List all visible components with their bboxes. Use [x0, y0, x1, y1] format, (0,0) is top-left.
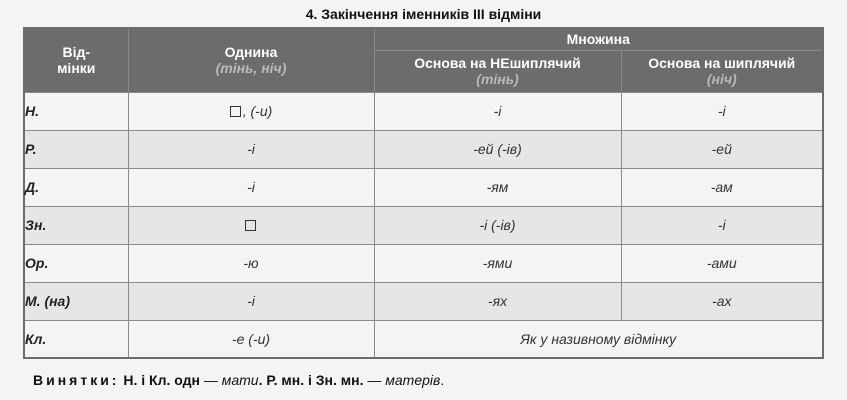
header-singular-example: (тінь, ніч) — [215, 60, 287, 77]
table-row — [24, 206, 823, 244]
header-plural: Множина — [374, 28, 823, 50]
header-plural-sibilant-label: Основа на шиплячий — [648, 55, 796, 71]
singular-locative: -і — [128, 282, 374, 320]
header-plural-nonsibilant — [374, 50, 621, 92]
case-nominative: Н. — [24, 92, 128, 130]
plural-sibilant-instrumental: -ами — [621, 244, 823, 282]
case-instrumental: Ор. — [24, 244, 128, 282]
header-singular — [128, 28, 374, 92]
plural-nonsibilant-locative: -ях — [374, 282, 621, 320]
plural-vocative-merged: Як у називному відмінку — [374, 320, 823, 358]
table-row — [24, 244, 823, 282]
plural-nonsibilant-instrumental: -ями — [374, 244, 621, 282]
zero-ending-icon — [230, 106, 241, 117]
singular-nominative — [128, 92, 374, 130]
case-vocative: Кл. — [24, 320, 128, 358]
table-row — [24, 92, 823, 130]
exceptions-part1: Н. і Кл. одн — [123, 372, 200, 388]
header-case-line1: Від- — [62, 44, 91, 61]
table-row — [24, 320, 823, 358]
plural-nonsibilant-accusative: -і (-ів) — [374, 206, 621, 244]
table-row — [24, 130, 823, 168]
plural-sibilant-nominative: -і — [621, 92, 823, 130]
zero-ending-icon — [245, 220, 256, 231]
header-case — [24, 28, 128, 92]
exceptions-dash1: — — [199, 372, 222, 388]
table-title: 4. Закінчення іменників III відміни — [305, 6, 542, 22]
plural-nonsibilant-nominative: -і — [374, 92, 621, 130]
exceptions-word2: матерів — [385, 372, 441, 388]
singular-vocative: -е (-и) — [128, 320, 374, 358]
singular-genitive: -і — [128, 130, 374, 168]
exceptions-part2: . Р. мн. і Зн. мн. — [258, 372, 364, 388]
singular-dative: -і — [128, 168, 374, 206]
plural-sibilant-dative: -ам — [621, 168, 823, 206]
exceptions-dash2: — — [363, 372, 386, 388]
header-plural-sibilant — [621, 50, 823, 92]
case-locative: М. (на) — [24, 282, 128, 320]
table-row — [24, 282, 823, 320]
plural-sibilant-locative: -ах — [621, 282, 823, 320]
table-row — [24, 168, 823, 206]
header-plural-sibilant-example: (ніч) — [706, 71, 737, 87]
exceptions-note — [33, 372, 444, 388]
header-case-line2: мінки — [57, 60, 96, 77]
exceptions-word1: мати — [221, 372, 259, 388]
exceptions-end: . — [440, 372, 445, 388]
singular-nominative-text: , (-и) — [242, 103, 273, 119]
header-singular-label: Однина — [224, 44, 278, 61]
case-dative: Д. — [24, 168, 128, 206]
declension-table — [23, 27, 824, 359]
case-genitive: Р. — [24, 130, 128, 168]
plural-nonsibilant-genitive: -ей (-ів) — [374, 130, 621, 168]
plural-sibilant-accusative: -і — [621, 206, 823, 244]
header-plural-nonsibilant-example: (тінь) — [476, 71, 519, 87]
exceptions-label: Винятки: — [33, 372, 120, 388]
header-plural-nonsibilant-label: Основа на НЕшиплячий — [414, 55, 581, 71]
plural-nonsibilant-dative: -ям — [374, 168, 621, 206]
plural-sibilant-genitive: -ей — [621, 130, 823, 168]
case-accusative: Зн. — [24, 206, 128, 244]
singular-instrumental: -ю — [128, 244, 374, 282]
singular-accusative — [128, 206, 374, 244]
